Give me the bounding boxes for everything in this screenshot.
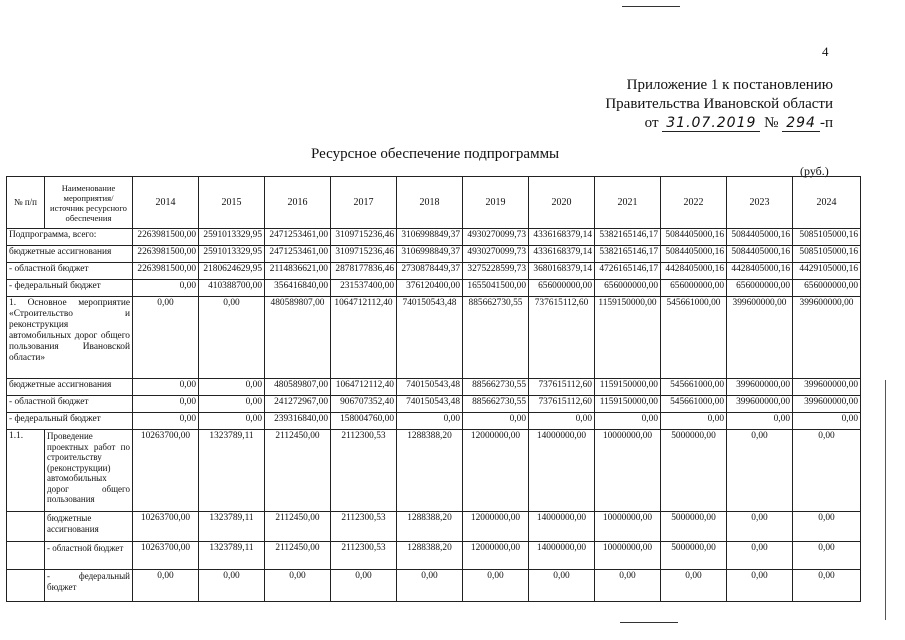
row-label: - областной бюджет [45, 542, 133, 570]
header-year: 2018 [397, 177, 463, 229]
row-value: 5085105000,16 [793, 229, 861, 246]
table-row [7, 413, 861, 430]
row-value: 2471253461,00 [265, 246, 331, 263]
header-year: 2022 [661, 177, 727, 229]
row-value: 3109715236,46 [331, 246, 397, 263]
table-row [7, 570, 861, 602]
row-value: 0,00 [133, 297, 199, 379]
row-value: 399600000,00 [793, 297, 861, 379]
row-value: 885662730,55 [463, 396, 529, 413]
row-value: 241272967,00 [265, 396, 331, 413]
row-value: 399600000,00 [727, 297, 793, 379]
scan-mark-top [622, 6, 680, 7]
row-value: 5382165146,17 [595, 229, 661, 246]
row-value: 0,00 [463, 413, 529, 430]
row-value: 0,00 [529, 413, 595, 430]
row-num: 1.1. [7, 430, 45, 512]
row-value: 14000000,00 [529, 542, 595, 570]
row-value: 1159150000,00 [595, 379, 661, 396]
row-value: 0,00 [793, 430, 861, 512]
row-value: 0,00 [199, 297, 265, 379]
row-value: 3680168379,14 [529, 263, 595, 280]
row-value: 5000000,00 [661, 512, 727, 542]
row-value: 10263700,00 [133, 430, 199, 512]
row-value: 2730878449,37 [397, 263, 463, 280]
row-value: 1288388,20 [397, 542, 463, 570]
row-value: 0,00 [133, 379, 199, 396]
row-value: 2112450,00 [265, 430, 331, 512]
row-label: Проведение проектных работ по строительству (реконструкции) автомобильных дорог общего пользования [45, 430, 133, 512]
table-row [7, 297, 861, 379]
row-value: 399600000,00 [793, 396, 861, 413]
row-value: 2114836621,00 [265, 263, 331, 280]
row-label: - федеральный бюджет [45, 570, 133, 602]
appendix-from: от [644, 115, 659, 131]
row-value: 545661000,00 [661, 396, 727, 413]
row-value: 5084405000,16 [661, 229, 727, 246]
row-value: 740150543,48 [397, 379, 463, 396]
row-value: 480589807,00 [265, 379, 331, 396]
row-value: 0,00 [727, 413, 793, 430]
row-value: 2112450,00 [265, 542, 331, 570]
row-value: 4930270099,73 [463, 229, 529, 246]
header-year: 2020 [529, 177, 595, 229]
row-value: 0,00 [397, 570, 463, 602]
row-value: 10000000,00 [595, 430, 661, 512]
row-value: 4726165146,17 [595, 263, 661, 280]
table-row [7, 246, 861, 263]
table-row [7, 263, 861, 280]
row-value: 2263981500,00 [133, 229, 199, 246]
row-value: 5382165146,17 [595, 246, 661, 263]
appendix-line-1: Приложение 1 к постановлению [626, 77, 833, 93]
row-value: 5084405000,16 [727, 246, 793, 263]
row-value: 10000000,00 [595, 542, 661, 570]
page-number: 4 [822, 44, 829, 59]
row-value: 231537400,00 [331, 280, 397, 297]
row-value: 399600000,00 [793, 379, 861, 396]
row-value: 12000000,00 [463, 542, 529, 570]
row-value: 5000000,00 [661, 542, 727, 570]
table-row [7, 430, 861, 512]
row-value: 10000000,00 [595, 512, 661, 542]
row-value: 656000000,00 [595, 280, 661, 297]
row-value: 0,00 [199, 413, 265, 430]
row-label: - областной бюджет [7, 263, 133, 280]
header-num: № п/п [7, 177, 45, 229]
row-value: 1655041500,00 [463, 280, 529, 297]
row-value: 0,00 [133, 280, 199, 297]
row-value: 656000000,00 [727, 280, 793, 297]
header-row [7, 177, 861, 229]
row-value: 410388700,00 [199, 280, 265, 297]
row-value: 4428405000,16 [727, 263, 793, 280]
row-value: 10263700,00 [133, 542, 199, 570]
row-value: 2591013329,95 [199, 246, 265, 263]
row-value: 0,00 [265, 570, 331, 602]
row-value: 0,00 [727, 430, 793, 512]
row-value: 740150543,48 [397, 396, 463, 413]
document-title: Ресурсное обеспечение подпрограммы [311, 146, 560, 162]
row-value: 0,00 [661, 413, 727, 430]
header-year: 2017 [331, 177, 397, 229]
row-value: 3275228599,73 [463, 263, 529, 280]
row-value: 4428405000,16 [661, 263, 727, 280]
row-label: - федеральный бюджет [7, 413, 133, 430]
row-value: 0,00 [463, 570, 529, 602]
row-value: 2112300,53 [331, 542, 397, 570]
row-value: 545661000,00 [661, 297, 727, 379]
row-label: 1. Основное мероприятие «Строительство и реконструкция автомобильных дорог общего пользования Ивановской области» [7, 297, 133, 379]
row-value: 5084405000,16 [727, 229, 793, 246]
row-value: 1288388,20 [397, 512, 463, 542]
row-value: 1159150000,00 [595, 297, 661, 379]
row-value: 0,00 [331, 570, 397, 602]
row-num [7, 570, 45, 602]
row-value: 0,00 [793, 413, 861, 430]
unit-label: (руб.) [800, 164, 829, 178]
row-num [7, 512, 45, 542]
row-value: 4336168379,14 [529, 246, 595, 263]
table-row [7, 379, 861, 396]
row-label: бюджетные ассигнования [7, 246, 133, 263]
row-value: 2878177836,46 [331, 263, 397, 280]
row-value: 737615112,60 [529, 297, 595, 379]
table-row [7, 280, 861, 297]
row-value: 5000000,00 [661, 430, 727, 512]
appendix-number-sign: № [764, 115, 779, 131]
row-value: 12000000,00 [463, 512, 529, 542]
row-value: 0,00 [199, 570, 265, 602]
row-value: 399600000,00 [727, 396, 793, 413]
row-label: - федеральный бюджет [7, 280, 133, 297]
appendix-suffix: -п [819, 115, 833, 131]
appendix-date-line [645, 114, 833, 133]
row-value: 1159150000,00 [595, 396, 661, 413]
row-value: 0,00 [595, 570, 661, 602]
row-value: 1064712112,40 [331, 379, 397, 396]
row-value: 356416840,00 [265, 280, 331, 297]
table-row [7, 542, 861, 570]
row-value: 2112450,00 [265, 512, 331, 542]
row-value: 4429105000,16 [793, 263, 861, 280]
header-year: 2021 [595, 177, 661, 229]
row-value: 0,00 [199, 379, 265, 396]
row-value: 0,00 [727, 570, 793, 602]
row-value: 0,00 [793, 570, 861, 602]
row-value: 656000000,00 [529, 280, 595, 297]
row-label: бюджетные ассигнования [45, 512, 133, 542]
row-value: 656000000,00 [661, 280, 727, 297]
row-value: 376120400,00 [397, 280, 463, 297]
table-row [7, 396, 861, 413]
row-value: 4336168379,14 [529, 229, 595, 246]
row-value: 3106998849,37 [397, 229, 463, 246]
table-row [7, 229, 861, 246]
row-label: бюджетные ассигнования [7, 379, 133, 396]
row-value: 545661000,00 [661, 379, 727, 396]
row-value: 1323789,11 [199, 430, 265, 512]
row-value: 0,00 [727, 512, 793, 542]
row-value: 0,00 [727, 542, 793, 570]
row-value: 885662730,55 [463, 379, 529, 396]
row-label: - областной бюджет [7, 396, 133, 413]
row-value: 2180624629,95 [199, 263, 265, 280]
header-name: Наименование мероприятия/источник ресурсного обеспечения [45, 177, 133, 229]
row-value: 0,00 [661, 570, 727, 602]
row-value: 2263981500,00 [133, 246, 199, 263]
header-year: 2023 [727, 177, 793, 229]
header-year: 2019 [463, 177, 529, 229]
row-value: 0,00 [397, 413, 463, 430]
row-value: 1288388,20 [397, 430, 463, 512]
header-year: 2016 [265, 177, 331, 229]
row-value: 737615112,60 [529, 379, 595, 396]
row-value: 10263700,00 [133, 512, 199, 542]
row-value: 4930270099,73 [463, 246, 529, 263]
row-label: Подпрограмма, всего: [7, 229, 133, 246]
row-value: 5085105000,16 [793, 246, 861, 263]
row-value: 0,00 [133, 413, 199, 430]
row-value: 0,00 [133, 570, 199, 602]
row-value: 737615112,60 [529, 396, 595, 413]
row-value: 480589807,00 [265, 297, 331, 379]
row-value: 1064712112,40 [331, 297, 397, 379]
row-value: 2263981500,00 [133, 263, 199, 280]
row-value: 3106998849,37 [397, 246, 463, 263]
row-value: 3109715236,46 [331, 229, 397, 246]
row-value: 2112300,53 [331, 430, 397, 512]
row-value: 2591013329,95 [199, 229, 265, 246]
row-value: 158004760,00 [331, 413, 397, 430]
row-value: 906707352,40 [331, 396, 397, 413]
header-year: 2024 [793, 177, 861, 229]
row-value: 2471253461,00 [265, 229, 331, 246]
row-value: 14000000,00 [529, 430, 595, 512]
appendix-block [605, 76, 833, 133]
row-num [7, 542, 45, 570]
row-value: 2112300,53 [331, 512, 397, 542]
header-year: 2015 [199, 177, 265, 229]
row-value: 656000000,00 [793, 280, 861, 297]
scan-mark-bottom [620, 622, 678, 623]
row-value: 0,00 [793, 542, 861, 570]
row-value: 1323789,11 [199, 542, 265, 570]
row-value: 0,00 [793, 512, 861, 542]
header-year: 2014 [133, 177, 199, 229]
appendix-line-2: Правительства Ивановской области [605, 96, 833, 112]
row-value: 12000000,00 [463, 430, 529, 512]
row-value: 399600000,00 [727, 379, 793, 396]
row-value: 1323789,11 [199, 512, 265, 542]
row-value: 239316840,00 [265, 413, 331, 430]
row-value: 0,00 [133, 396, 199, 413]
appendix-date: 31.07.2019 [662, 115, 760, 132]
row-value: 740150543,48 [397, 297, 463, 379]
row-value: 0,00 [529, 570, 595, 602]
row-value: 5084405000,16 [661, 246, 727, 263]
row-value: 14000000,00 [529, 512, 595, 542]
table-row [7, 512, 861, 542]
appendix-number: 294 [782, 115, 820, 132]
row-value: 0,00 [595, 413, 661, 430]
scan-edge [885, 380, 886, 620]
resource-table [6, 176, 861, 602]
row-value: 0,00 [199, 396, 265, 413]
row-value: 885662730,55 [463, 297, 529, 379]
